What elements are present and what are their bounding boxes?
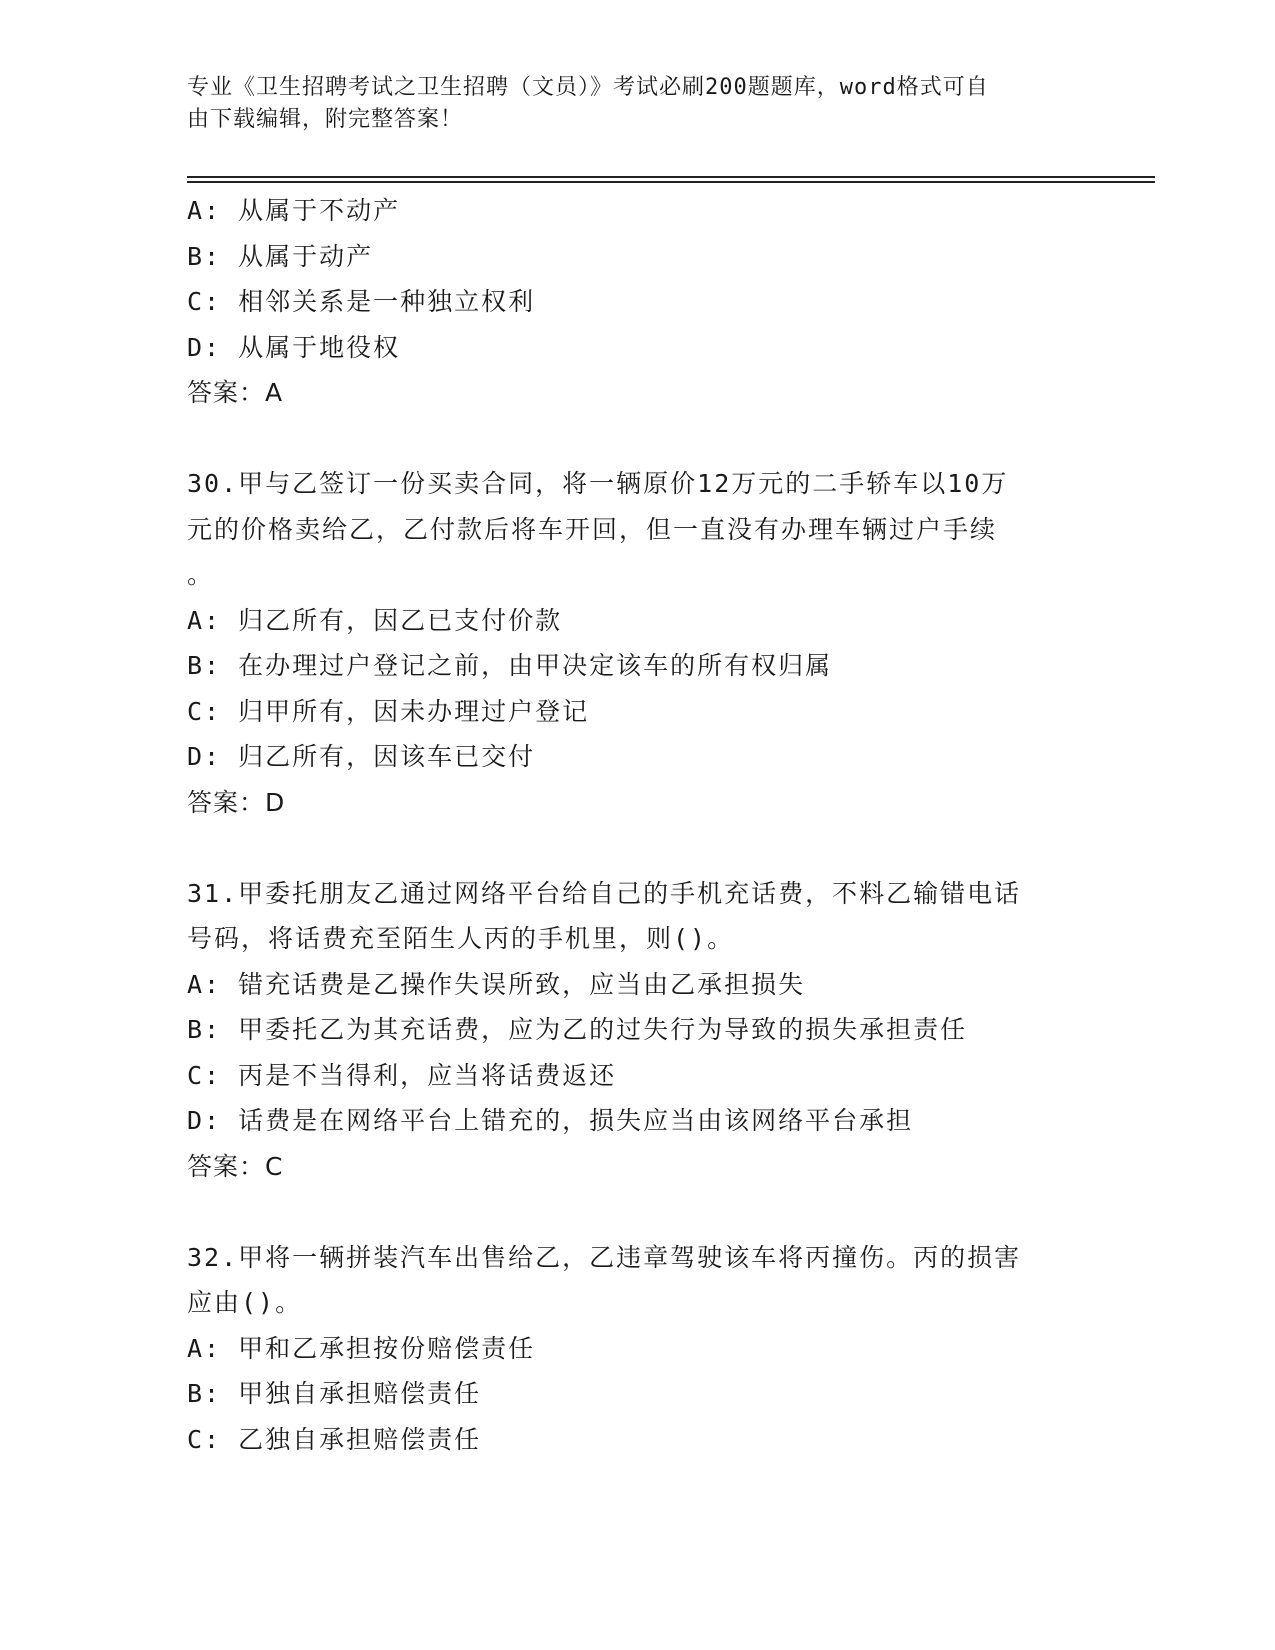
option-a: A: 归乙所有，因乙已支付价款 — [187, 605, 563, 635]
option-a: A: 甲和乙承担按份赔偿责任 — [187, 1333, 536, 1363]
header-line-1: 专业《卫生招聘考试之卫生招聘（文员）》考试必刷200题题库，word格式可自 — [187, 75, 989, 100]
question-stem-line: 应由()。 — [187, 1288, 303, 1317]
question-stem-line: 32.甲将一辆拼装汽车出售给乙，乙违章驾驶该车将丙撞伤。丙的损害 — [187, 1242, 1022, 1272]
question-32 — [187, 1235, 1087, 1463]
header-rule-bottom — [187, 181, 1155, 183]
option-b: B: 甲委托乙为其充话费，应为乙的过失行为导致的损失承担责任 — [187, 1015, 968, 1044]
question-list — [187, 188, 1087, 1462]
option-c: C: 丙是不当得利，应当将话费返还 — [187, 1060, 617, 1090]
question-stem-line: 元的价格卖给乙，乙付款后将车开回，但一直没有办理车辆过户手续 — [187, 514, 998, 544]
question-stem-line: 31.甲委托朋友乙通过网络平台给自己的手机充话费，不料乙输错电话 — [187, 878, 1022, 908]
document-header — [187, 72, 1087, 136]
question-stem-line: 30.甲与乙签订一份买卖合同，将一辆原价12万元的二手轿车以10万 — [187, 469, 1009, 498]
option-d: D: 从属于地役权 — [187, 332, 401, 362]
question-29 — [187, 188, 1087, 416]
question-stem-line: 。 — [187, 560, 215, 589]
answer-label: 答案：A — [187, 378, 284, 407]
option-b: B: 甲独自承担赔偿责任 — [187, 1379, 482, 1408]
spacer — [187, 416, 1087, 462]
spacer — [187, 825, 1087, 871]
option-a: A: 错充话费是乙操作失误所致，应当由乙承担损失 — [187, 969, 806, 999]
option-c: C: 归甲所有，因未办理过户登记 — [187, 696, 590, 726]
header-line-2: 由下载编辑，附完整答案！ — [187, 107, 464, 132]
question-30 — [187, 461, 1087, 825]
option-c: C: 相邻关系是一种独立权利 — [187, 287, 536, 316]
option-c: C: 乙独自承担赔偿责任 — [187, 1424, 482, 1454]
question-stem-line: 号码，将话费充至陌生人丙的手机里，则()。 — [187, 924, 735, 953]
header-rule-top — [187, 176, 1155, 178]
answer-label: 答案：C — [187, 1151, 284, 1181]
option-a: A: 从属于不动产 — [187, 196, 401, 225]
question-31 — [187, 871, 1087, 1190]
answer-label: 答案：D — [187, 787, 286, 817]
option-d: D: 话费是在网络平台上错充的，损失应当由该网络平台承担 — [187, 1106, 914, 1135]
spacer — [187, 1189, 1087, 1235]
option-b: B: 在办理过户登记之前，由甲决定该车的所有权归属 — [187, 651, 833, 680]
option-b: B: 从属于动产 — [187, 241, 374, 271]
option-d: D: 归乙所有，因该车已交付 — [187, 742, 536, 771]
